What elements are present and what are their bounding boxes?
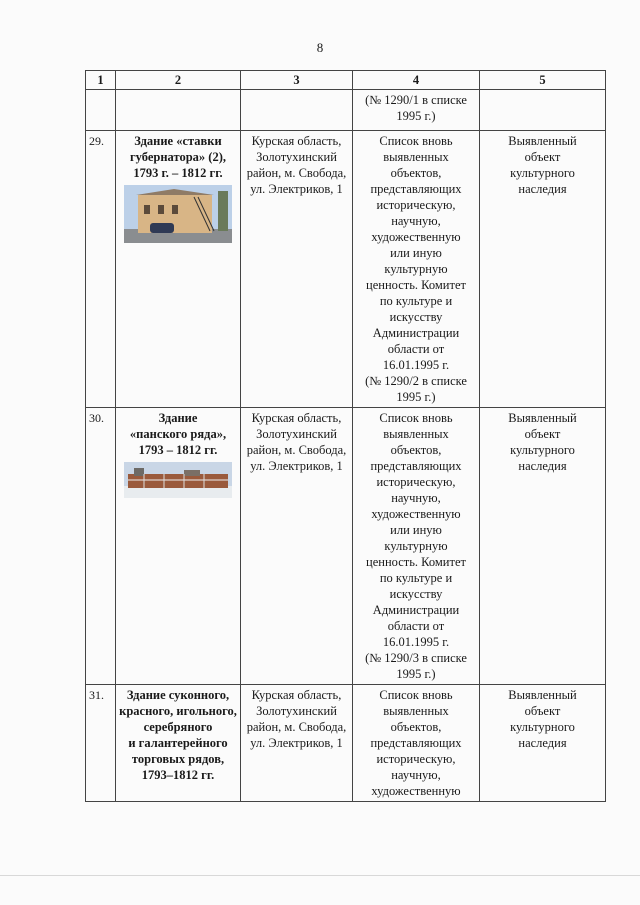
- status-cell: Выявленный объект культурного наследия: [480, 685, 606, 802]
- cell-empty: [86, 90, 116, 131]
- continuation-row: [86, 90, 606, 131]
- long-building-photo: [124, 462, 232, 498]
- object-name-cell: [116, 131, 241, 408]
- cell-empty: [116, 90, 241, 131]
- status-cell: Выявленный объект культурного наследия: [480, 131, 606, 408]
- cell-empty: [480, 90, 606, 131]
- header-col-4: 4: [353, 71, 480, 90]
- header-row: [86, 71, 606, 90]
- document-cell: Список вновь выявленных объектов, представляющих историческую, научную, художественную: [353, 685, 480, 802]
- heritage-table: [85, 70, 606, 802]
- header-col-1: 1: [86, 71, 116, 90]
- document-cell: Список вновь выявленных объектов, представляющих историческую, научную, художественную или иную культурную ценность. Комитет по культуре и искусству Администрации области от 16.01.1995 г. (№ 1290/2 в списке 1995 г.): [353, 131, 480, 408]
- object-name: Здание «панского ряда», 1793 – 1812 гг.: [129, 411, 227, 457]
- object-name: Здание «ставки губернатора» (2), 1793 г. – 1812 гг.: [130, 134, 226, 180]
- row-number: 31.: [86, 685, 116, 802]
- address-cell: Курская область, Золотухинский район, м. Свобода, ул. Электриков, 1: [241, 685, 353, 802]
- row-number: 30.: [86, 408, 116, 685]
- address-cell: Курская область, Золотухинский район, м. Свобода, ул. Электриков, 1: [241, 131, 353, 408]
- document-cell: (№ 1290/1 в списке 1995 г.): [353, 90, 480, 131]
- object-name-cell: [116, 408, 241, 685]
- cell-empty: [241, 90, 353, 131]
- page-number: 8: [316, 40, 324, 55]
- building-photo: [124, 185, 232, 243]
- status-cell: Выявленный объект культурного наследия: [480, 408, 606, 685]
- row-number: 29.: [86, 131, 116, 408]
- header-col-3: 3: [241, 71, 353, 90]
- header-col-5: 5: [480, 71, 606, 90]
- document-cell: Список вновь выявленных объектов, представляющих историческую, научную, художественную или иную культурную ценность. Комитет по культуре и искусству Администрации области от 16.01.1995 г. (№ 1290/3 в списке 1995 г.): [353, 408, 480, 685]
- header-col-2: 2: [116, 71, 241, 90]
- table-row: [86, 408, 606, 685]
- table-row: [86, 685, 606, 802]
- object-name: Здание суконного, красного, игольного, серебряного и галантерейного торговых рядов, 1793–1812 гг.: [116, 685, 241, 802]
- scan-edge-line: [0, 875, 640, 876]
- address-cell: Курская область, Золотухинский район, м. Свобода, ул. Электриков, 1: [241, 408, 353, 685]
- table-row: [86, 131, 606, 408]
